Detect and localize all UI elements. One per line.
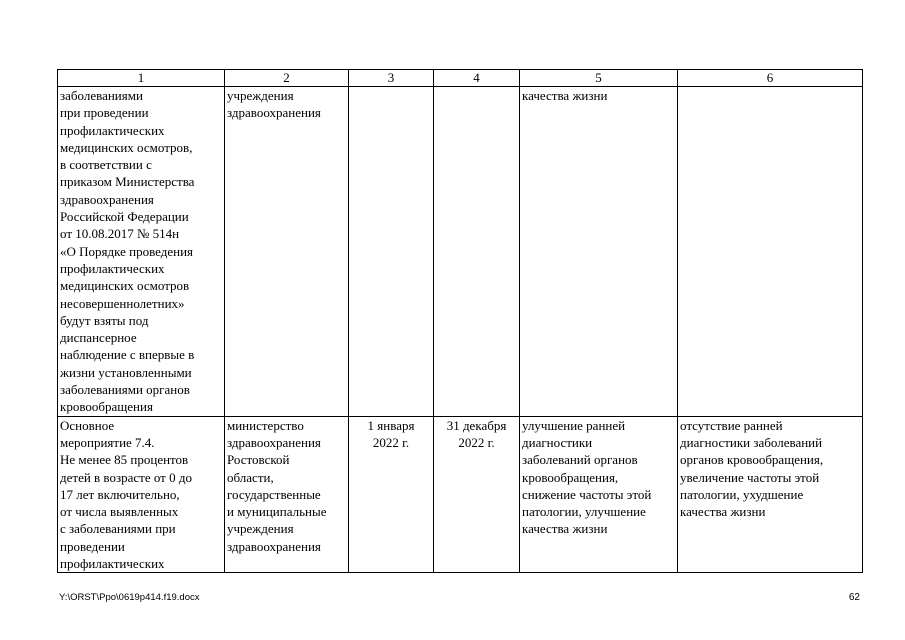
- page-number: 62: [848, 592, 860, 603]
- header-col-1: 1: [58, 70, 225, 87]
- header-col-4: 4: [434, 70, 520, 87]
- cell-responsible: учреждения здравоохранения: [225, 87, 349, 417]
- cell-consequences: отсутствие ранней диагностики заболеваний органов кровообращения, увеличение частоты этой патологии, ухудшение качества жизни: [678, 416, 863, 573]
- cell-description: заболеваниями при проведении профилактических медицинских осмотров, в соответствии с приказом Министерства здравоохранения Российской Федерации от 10.08.2017 № 514н «О Порядке проведения профилактических медицинских осмотров несовершеннолетних» будут взяты под диспансерное наблюдение с впервые в жизни установленными заболеваниями органов кровообращения: [58, 87, 225, 417]
- cell-end-date: 31 декабря 2022 г.: [434, 416, 520, 573]
- cell-start-date: [349, 87, 434, 417]
- header-col-5: 5: [520, 70, 678, 87]
- cell-end-date: [434, 87, 520, 417]
- cell-expected-result: улучшение ранней диагностики заболеваний органов кровообращения, снижение частоты этой патологии, улучшение качества жизни: [520, 416, 678, 573]
- footer-file-path: Y:\ORST\Ppo\0619p414.f19.docx: [59, 592, 200, 603]
- document-table: [57, 69, 863, 573]
- cell-start-date: 1 января 2022 г.: [349, 416, 434, 573]
- header-row: [58, 70, 863, 87]
- header-col-6: 6: [678, 70, 863, 87]
- table-row: [58, 87, 863, 417]
- cell-responsible: министерство здравоохранения Ростовской области, государственные и муниципальные учреждения здравоохранения: [225, 416, 349, 573]
- table-row: [58, 416, 863, 573]
- cell-consequences: [678, 87, 863, 417]
- header-col-2: 2: [225, 70, 349, 87]
- cell-expected-result: качества жизни: [520, 87, 678, 417]
- header-col-3: 3: [349, 70, 434, 87]
- cell-description: Основное мероприятие 7.4. Не менее 85 процентов детей в возрасте от 0 до 17 лет включительно, от числа выявленных с заболеваниями при проведении профилактических: [58, 416, 225, 573]
